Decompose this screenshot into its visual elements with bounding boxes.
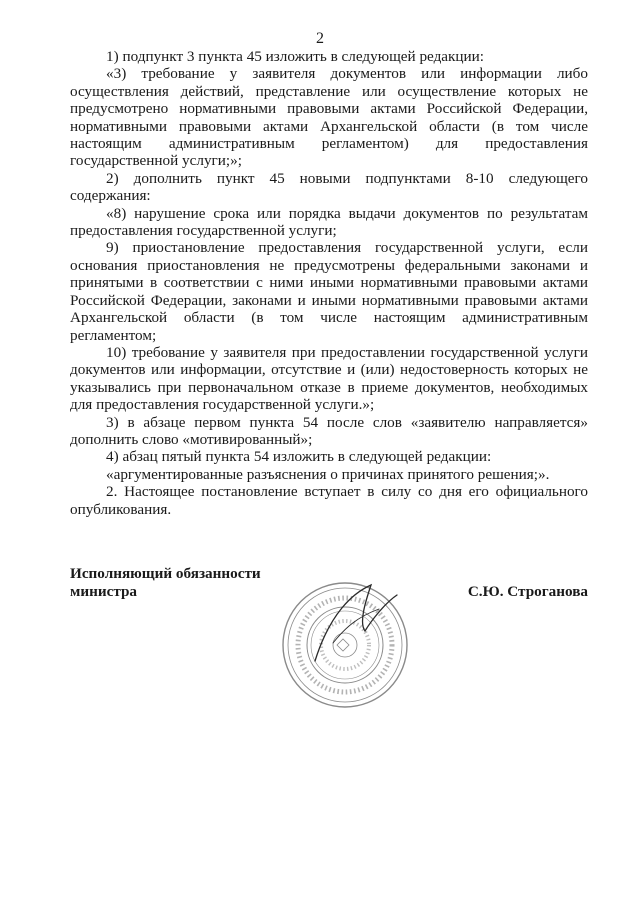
paragraph-7: 3) в абзаце первом пункта 54 после слов «заявителю направляется» дополнить слово «мотивированный»; bbox=[70, 413, 588, 448]
signatory-title-line-2: министра bbox=[70, 583, 138, 600]
paragraph-10: 2. Настоящее постановление вступает в силу со дня его официального опубликования. bbox=[70, 483, 588, 518]
round-seal-icon bbox=[275, 573, 415, 713]
page-number: 2 bbox=[316, 30, 324, 47]
paragraph-4: «8) нарушение срока или порядка выдачи документов по результатам предоставления государственной услуги; bbox=[70, 204, 588, 240]
document-body bbox=[70, 48, 588, 518]
paragraph-9: «аргументированные разъяснения о причинах принятого решения;». bbox=[106, 465, 550, 483]
paragraph-8: 4) абзац пятый пункта 54 изложить в следующей редакции: bbox=[106, 448, 492, 466]
paragraph-5: 9) приостановление предоставления государственной услуги, если основания приостановления не предусмотрены федеральными законами и принятыми в соответствии с ними иными нормативными правовыми актами Российской Федерации, законами и иными нормативными правовыми актами Архангельской области (в том числе настоящим административным регламентом; bbox=[70, 239, 588, 344]
signatory-title bbox=[70, 565, 261, 601]
signatory-title-line-1: Исполняющий обязанности bbox=[70, 565, 261, 582]
signatory-name: С.Ю. Строганова bbox=[467, 583, 588, 600]
paragraph-3: 2) дополнить пункт 45 новыми подпунктами 8-10 следующего содержания: bbox=[70, 169, 588, 205]
paragraph-2: «3) требование у заявителя документов или информации либо осуществления действий, представление или осуществление которых не предусмотрено нормативными правовыми актами Российской Федерации, нормативными правовыми актами Архангельской области (в том числе настоящим административным регламентом) для предоставления государственной услуги;»; bbox=[70, 65, 588, 170]
paragraph-6: 10) требование у заявителя при предоставлении государственной услуги документов или информации, отсутствие и (или) недостоверность которых не указывались при первоначальном отказе в приеме документов, необходимых для предоставления государственной услуги.»; bbox=[70, 343, 588, 414]
paragraph-1: 1) подпункт 3 пункта 45 изложить в следующей редакции: bbox=[106, 48, 485, 65]
signature-block bbox=[70, 565, 588, 715]
